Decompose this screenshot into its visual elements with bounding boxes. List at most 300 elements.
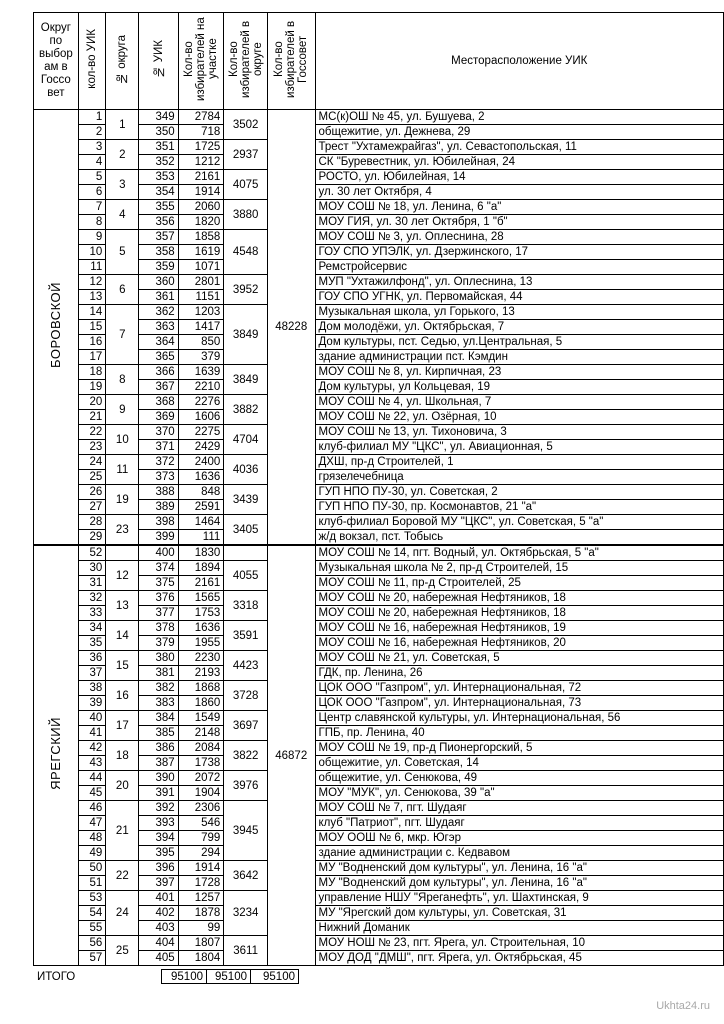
header-izb-gossovet [267, 13, 315, 110]
voters-uchastok-cell: 1151 [178, 290, 224, 305]
voters-okrug-cell: 3849 [224, 365, 268, 395]
address-cell: МОУ "МУК", ул. Сенюкова, 39 "а" [315, 786, 724, 801]
voters-uchastok-cell: 294 [178, 846, 224, 861]
voters-okrug-cell: 3849 [224, 305, 268, 365]
voters-uchastok-cell: 1636 [178, 470, 224, 485]
uik-count-cell: 8 [78, 215, 106, 230]
voters-uchastok-cell: 2230 [178, 651, 224, 666]
uik-number-cell: 390 [139, 771, 178, 786]
uik-count-cell: 12 [78, 275, 106, 290]
address-cell: ЦОК ООО "Газпром", ул. Интернациональная, 73 [315, 696, 724, 711]
uik-count-cell: 48 [78, 831, 106, 846]
voters-okrug-cell: 3697 [224, 711, 268, 741]
voters-uchastok-cell: 2429 [178, 440, 224, 455]
address-cell: ул. 30 лет Октября, 4 [315, 185, 724, 200]
okrug-number-cell: 11 [106, 455, 139, 485]
uik-count-cell: 37 [78, 666, 106, 681]
uik-count-cell: 39 [78, 696, 106, 711]
uik-number-cell: 388 [139, 485, 178, 500]
address-cell: общежитие, ул. Дежнева, 29 [315, 125, 724, 140]
address-cell: МОУ СОШ № 20, набережная Нефтяников, 18 [315, 591, 724, 606]
voters-okrug-cell: 3234 [224, 891, 268, 936]
address-cell: МОУ ООШ № 6, мкр. Югэр [315, 831, 724, 846]
uik-number-cell: 380 [139, 651, 178, 666]
address-cell: клуб-филиал МУ "ЦКС", ул. Авиационная, 5 [315, 440, 724, 455]
voters-okrug-cell: 3405 [224, 515, 268, 546]
voters-uchastok-cell: 1858 [178, 230, 224, 245]
voters-uchastok-cell: 1878 [178, 906, 224, 921]
address-cell: МУ "Ярегский дом культуры, ул. Советская, 31 [315, 906, 724, 921]
uik-count-cell: 38 [78, 681, 106, 696]
voters-uchastok-cell: 1860 [178, 696, 224, 711]
uik-number-cell: 383 [139, 696, 178, 711]
voters-okrug-cell: 3502 [224, 110, 268, 140]
voters-okrug-cell: 2937 [224, 140, 268, 170]
voters-uchastok-cell: 2275 [178, 425, 224, 440]
okrug-number-cell: 9 [106, 395, 139, 425]
district-cell [34, 110, 79, 546]
voters-uchastok-cell: 1212 [178, 155, 224, 170]
uik-count-cell: 24 [78, 455, 106, 470]
address-cell: МОУ СОШ № 14, пгт. Водный, ул. Октябрьская, 5 "а" [315, 545, 724, 561]
okrug-number-cell: 13 [106, 591, 139, 621]
uik-count-cell: 23 [78, 440, 106, 455]
address-cell: клуб-филиал Боровой МУ "ЦКС", ул. Советская, 5 "а" [315, 515, 724, 530]
address-cell: МУ "Водненский дом культуры", ул. Ленина, 16 "а" [315, 861, 724, 876]
address-cell: ГПБ, пр. Ленина, 40 [315, 726, 724, 741]
address-cell: Дом культуры, ул Кольцевая, 19 [315, 380, 724, 395]
voters-uchastok-cell: 850 [178, 335, 224, 350]
uik-count-cell: 18 [78, 365, 106, 380]
voters-uchastok-cell: 1636 [178, 621, 224, 636]
uik-count-cell: 50 [78, 861, 106, 876]
header-izb-uchastok-text: Кол-во избирателей на участке [182, 17, 219, 101]
uik-count-cell: 27 [78, 500, 106, 515]
voters-uchastok-cell: 1914 [178, 185, 224, 200]
voters-uchastok-cell: 1728 [178, 876, 224, 891]
address-cell: здание администрации с. Кедвавом [315, 846, 724, 861]
voters-okrug-cell [224, 545, 268, 561]
uik-count-cell: 15 [78, 320, 106, 335]
uik-number-cell: 372 [139, 455, 178, 470]
voters-uchastok-cell: 1549 [178, 711, 224, 726]
uik-count-cell: 20 [78, 395, 106, 410]
watermark: Ukhta24.ru [656, 1000, 710, 1012]
voters-okrug-cell: 3642 [224, 861, 268, 891]
voters-okrug-cell: 3728 [224, 681, 268, 711]
uik-count-cell: 36 [78, 651, 106, 666]
voters-uchastok-cell: 99 [178, 921, 224, 936]
okrug-number-cell: 25 [106, 936, 139, 966]
uik-count-cell: 40 [78, 711, 106, 726]
header-okrug-text: Округ по выбор ам в Госсо вет [38, 22, 73, 99]
address-cell: ГОУ СПО УПЭЛК, ул. Дзержинского, 17 [315, 245, 724, 260]
uik-number-cell: 389 [139, 500, 178, 515]
uik-count-cell: 11 [78, 260, 106, 275]
uik-number-cell: 356 [139, 215, 178, 230]
address-cell: МОУ ГИЯ, ул. 30 лет Октября, 1 "б" [315, 215, 724, 230]
okrug-number-cell: 3 [106, 170, 139, 200]
voters-uchastok-cell: 1619 [178, 245, 224, 260]
address-cell: МОУ СОШ № 8, ул. Кирпичная, 23 [315, 365, 724, 380]
okrug-number-cell: 22 [106, 861, 139, 891]
voters-uchastok-cell: 1738 [178, 756, 224, 771]
address-cell: МОУ СОШ № 16, набережная Нефтяников, 19 [315, 621, 724, 636]
table-row [34, 230, 724, 245]
uik-count-cell: 7 [78, 200, 106, 215]
uik-count-cell: 2 [78, 125, 106, 140]
voters-okrug-cell: 3591 [224, 621, 268, 651]
uik-number-cell: 349 [139, 110, 178, 125]
voters-uchastok-cell: 718 [178, 125, 224, 140]
address-cell: ГУП НПО ПУ-30, ул. Советская, 2 [315, 485, 724, 500]
table-row [34, 681, 724, 696]
header-uik-text: № УИК [152, 40, 165, 78]
uik-count-cell: 13 [78, 290, 106, 305]
uik-number-cell: 395 [139, 846, 178, 861]
voters-uchastok-cell: 1804 [178, 951, 224, 966]
address-cell: общежитие, ул. Советская, 14 [315, 756, 724, 771]
uik-count-cell: 21 [78, 410, 106, 425]
header-count-text: кол-во УИК [85, 29, 98, 89]
okrug-number-cell: 8 [106, 365, 139, 395]
voters-uchastok-cell: 379 [178, 350, 224, 365]
address-cell: МОУ НОШ № 23, пгт. Ярега, ул. Строительная, 10 [315, 936, 724, 951]
voters-uchastok-cell: 799 [178, 831, 224, 846]
uik-number-cell: 393 [139, 816, 178, 831]
address-cell: управление НШУ "Яреганефть", ул. Шахтинская, 9 [315, 891, 724, 906]
uik-number-cell: 359 [139, 260, 178, 275]
voters-okrug-cell: 3882 [224, 395, 268, 425]
uik-count-cell: 54 [78, 906, 106, 921]
uik-number-cell: 382 [139, 681, 178, 696]
uik-count-cell: 35 [78, 636, 106, 651]
address-cell: ГУП НПО ПУ-30, пр. Космонавтов, 21 "а" [315, 500, 724, 515]
address-cell: Трест "Ухтамежрайгаз", ул. Севастопольская, 11 [315, 140, 724, 155]
voters-uchastok-cell: 1753 [178, 606, 224, 621]
uik-count-cell: 26 [78, 485, 106, 500]
address-cell: МОУ СОШ № 7, пгт. Шудаяг [315, 801, 724, 816]
table-row [34, 275, 724, 290]
okrug-number-cell: 7 [106, 305, 139, 365]
voters-uchastok-cell: 1639 [178, 365, 224, 380]
header-izb-okrug-text: Кол-во избирателей в округе [227, 20, 264, 98]
table-row [34, 936, 724, 951]
table-row [34, 140, 724, 155]
district-name: ЯРЕГСКИЙ [47, 717, 63, 790]
okrug-number-cell: 20 [106, 771, 139, 801]
voters-okrug-cell: 3976 [224, 771, 268, 801]
uik-number-cell: 358 [139, 245, 178, 260]
uik-number-cell: 357 [139, 230, 178, 245]
uik-number-cell: 368 [139, 395, 178, 410]
uik-number-cell: 370 [139, 425, 178, 440]
okrug-number-cell: 21 [106, 801, 139, 861]
address-cell: Ремстройсервис [315, 260, 724, 275]
uik-number-cell: 375 [139, 576, 178, 591]
voters-uchastok-cell: 2784 [178, 110, 224, 125]
uik-count-cell: 9 [78, 230, 106, 245]
uik-number-cell: 354 [139, 185, 178, 200]
voters-uchastok-cell: 2148 [178, 726, 224, 741]
voters-uchastok-cell: 1203 [178, 305, 224, 320]
uik-number-cell: 378 [139, 621, 178, 636]
address-cell: Центр славянской культуры, ул. Интернациональная, 56 [315, 711, 724, 726]
address-cell: Дом молодёжи, ул. Октябрьская, 7 [315, 320, 724, 335]
address-cell: Нижний Доманик [315, 921, 724, 936]
uik-number-cell: 364 [139, 335, 178, 350]
district-name: БОРОВСКОЙ [47, 281, 63, 368]
address-cell: Музыкальная школа № 2, пр-д Строителей, 15 [315, 561, 724, 576]
table-row [34, 395, 724, 410]
voters-uchastok-cell: 1894 [178, 561, 224, 576]
uik-count-cell: 14 [78, 305, 106, 320]
voters-uchastok-cell: 1914 [178, 861, 224, 876]
okrug-number-cell: 12 [106, 561, 139, 591]
voters-okrug-cell: 4704 [224, 425, 268, 455]
okrug-number-cell: 14 [106, 621, 139, 651]
uik-number-cell: 386 [139, 741, 178, 756]
voters-uchastok-cell: 1417 [178, 320, 224, 335]
uik-number-cell: 371 [139, 440, 178, 455]
address-cell: грязелечебница [315, 470, 724, 485]
voters-uchastok-cell: 2060 [178, 200, 224, 215]
voters-uchastok-cell: 546 [178, 816, 224, 831]
voters-uchastok-cell: 2276 [178, 395, 224, 410]
table-row [34, 455, 724, 470]
okrug-number-cell: 19 [106, 485, 139, 515]
uik-number-cell: 351 [139, 140, 178, 155]
voters-uchastok-cell: 2591 [178, 500, 224, 515]
address-cell: общежитие, ул. Сенюкова, 49 [315, 771, 724, 786]
uik-count-cell: 44 [78, 771, 106, 786]
uik-number-cell: 374 [139, 561, 178, 576]
uik-number-cell: 405 [139, 951, 178, 966]
address-cell: МОУ СОШ № 20, набережная Нефтяников, 18 [315, 606, 724, 621]
header-izb-okrug [224, 13, 268, 110]
address-cell: клуб "Патриот", пгт. Шудаяг [315, 816, 724, 831]
address-cell: МУП "Ухтажилфонд", ул. Оплеснина, 13 [315, 275, 724, 290]
voters-uchastok-cell: 1807 [178, 936, 224, 951]
uik-number-cell: 350 [139, 125, 178, 140]
uik-count-cell: 42 [78, 741, 106, 756]
voters-okrug-cell: 3945 [224, 801, 268, 861]
uik-count-cell: 10 [78, 245, 106, 260]
voters-okrug-cell: 3439 [224, 485, 268, 515]
uik-number-cell: 391 [139, 786, 178, 801]
address-cell: МОУ СОШ № 22, ул. Озёрная, 10 [315, 410, 724, 425]
okrug-number-cell: 4 [106, 200, 139, 230]
table-row [34, 365, 724, 380]
uik-count-cell: 16 [78, 335, 106, 350]
uik-number-cell: 376 [139, 591, 178, 606]
table-row [34, 621, 724, 636]
uik-count-cell: 4 [78, 155, 106, 170]
uik-count-cell: 30 [78, 561, 106, 576]
address-cell: МОУ СОШ № 18, ул. Ленина, 6 "а" [315, 200, 724, 215]
okrug-number-cell: 10 [106, 425, 139, 455]
voters-okrug-cell: 4548 [224, 230, 268, 275]
uik-count-cell: 43 [78, 756, 106, 771]
uik-number-cell: 401 [139, 891, 178, 906]
district-cell [34, 545, 79, 966]
okrug-number-cell [106, 545, 139, 561]
voters-okrug-cell: 4036 [224, 455, 268, 485]
address-cell: МОУ СОШ № 13, ул. Тихоновича, 3 [315, 425, 724, 440]
header-row [34, 13, 724, 110]
uik-number-cell: 385 [139, 726, 178, 741]
address-cell: МОУ СОШ № 11, пр-д Строителей, 25 [315, 576, 724, 591]
header-uik [139, 13, 178, 110]
table-row [34, 801, 724, 816]
header-izb-gossovet-text: Кол-во избирателей в Госсовет [273, 20, 310, 98]
table-row [34, 515, 724, 530]
uik-number-cell: 399 [139, 530, 178, 546]
uik-number-cell: 365 [139, 350, 178, 365]
voters-uchastok-cell: 1606 [178, 410, 224, 425]
totals-uchastok: 95100 [161, 969, 207, 984]
okrug-number-cell: 5 [106, 230, 139, 275]
address-cell: Дом культуры, пст. Седью, ул.Центральная, 5 [315, 335, 724, 350]
uik-number-cell: 366 [139, 365, 178, 380]
voters-uchastok-cell: 1904 [178, 786, 224, 801]
uik-number-cell: 394 [139, 831, 178, 846]
header-address-text: Месторасположение УИК [451, 55, 588, 67]
voters-okrug-cell: 3611 [224, 936, 268, 966]
uik-number-cell: 402 [139, 906, 178, 921]
voters-uchastok-cell: 1820 [178, 215, 224, 230]
okrug-number-cell: 2 [106, 140, 139, 170]
uik-number-cell: 377 [139, 606, 178, 621]
address-cell: Музыкальная школа, ул Горького, 13 [315, 305, 724, 320]
totals-row [33, 969, 300, 986]
uik-number-cell: 360 [139, 275, 178, 290]
voters-okrug-cell: 3822 [224, 741, 268, 771]
uik-count-cell: 29 [78, 530, 106, 546]
okrug-number-cell: 23 [106, 515, 139, 546]
address-cell: ЦОК ООО "Газпром", ул. Интернациональная, 72 [315, 681, 724, 696]
table-row [34, 561, 724, 576]
voters-uchastok-cell: 1257 [178, 891, 224, 906]
address-cell: МУ "Водненский дом культуры", ул. Ленина, 16 "а" [315, 876, 724, 891]
address-cell: МОУ СОШ № 16, набережная Нефтяников, 20 [315, 636, 724, 651]
uik-count-cell: 47 [78, 816, 106, 831]
table-row [34, 110, 724, 125]
header-address [315, 13, 724, 110]
uik-table [33, 12, 724, 966]
table-row [34, 741, 724, 756]
totals-gossovet: 95100 [250, 969, 299, 984]
uik-count-cell: 1 [78, 110, 106, 125]
table-row [34, 651, 724, 666]
uik-count-cell: 6 [78, 185, 106, 200]
uik-count-cell: 52 [78, 545, 106, 561]
uik-number-cell: 398 [139, 515, 178, 530]
totals-label: ИТОГО [37, 971, 76, 983]
address-cell: ДХШ, пр-д Строителей, 1 [315, 455, 724, 470]
table-row [34, 425, 724, 440]
uik-count-cell: 25 [78, 470, 106, 485]
table-row [34, 711, 724, 726]
uik-number-cell: 379 [139, 636, 178, 651]
uik-count-cell: 56 [78, 936, 106, 951]
table-row [34, 861, 724, 876]
uik-number-cell: 397 [139, 876, 178, 891]
header-izb-uchastok [178, 13, 224, 110]
table-body [34, 110, 724, 966]
uik-number-cell: 373 [139, 470, 178, 485]
uik-number-cell: 355 [139, 200, 178, 215]
uik-count-cell: 45 [78, 786, 106, 801]
voters-uchastok-cell: 1868 [178, 681, 224, 696]
okrug-number-cell: 24 [106, 891, 139, 936]
voters-uchastok-cell: 2072 [178, 771, 224, 786]
voters-uchastok-cell: 1725 [178, 140, 224, 155]
uik-count-cell: 33 [78, 606, 106, 621]
voters-uchastok-cell: 2084 [178, 741, 224, 756]
uik-number-cell: 387 [139, 756, 178, 771]
header-okrug [34, 13, 79, 110]
uik-count-cell: 53 [78, 891, 106, 906]
voters-okrug-cell: 3952 [224, 275, 268, 305]
voters-okrug-cell: 4423 [224, 651, 268, 681]
totals-okrug: 95100 [206, 969, 251, 984]
okrug-number-cell: 18 [106, 741, 139, 771]
voters-uchastok-cell: 2210 [178, 380, 224, 395]
table-row [34, 591, 724, 606]
address-cell: МОУ ДОД "ДМШ", пгт. Ярега, ул. Октябрьская, 45 [315, 951, 724, 966]
okrug-number-cell: 16 [106, 681, 139, 711]
table-row [34, 771, 724, 786]
voters-uchastok-cell: 2161 [178, 170, 224, 185]
voters-uchastok-cell: 1071 [178, 260, 224, 275]
uik-count-cell: 55 [78, 921, 106, 936]
uik-number-cell: 403 [139, 921, 178, 936]
uik-count-cell: 32 [78, 591, 106, 606]
uik-count-cell: 28 [78, 515, 106, 530]
voters-uchastok-cell: 1565 [178, 591, 224, 606]
uik-count-cell: 57 [78, 951, 106, 966]
uik-count-cell: 41 [78, 726, 106, 741]
voters-uchastok-cell: 2400 [178, 455, 224, 470]
voters-uchastok-cell: 1955 [178, 636, 224, 651]
okrug-number-cell: 17 [106, 711, 139, 741]
uik-count-cell: 3 [78, 140, 106, 155]
address-cell: ж/д вокзал, пст. Тобысь [315, 530, 724, 546]
voters-uchastok-cell: 1464 [178, 515, 224, 530]
uik-number-cell: 404 [139, 936, 178, 951]
address-cell: СК "Буревестник, ул. Юбилейная, 24 [315, 155, 724, 170]
header-num-text: № округа [116, 34, 129, 84]
voters-okrug-cell: 3318 [224, 591, 268, 621]
uik-number-cell: 396 [139, 861, 178, 876]
voters-uchastok-cell: 1830 [178, 545, 224, 561]
voters-uchastok-cell: 848 [178, 485, 224, 500]
voters-okrug-cell: 4075 [224, 170, 268, 200]
uik-number-cell: 353 [139, 170, 178, 185]
uik-number-cell: 361 [139, 290, 178, 305]
voters-uchastok-cell: 2161 [178, 576, 224, 591]
address-cell: ГОУ СПО УГНК, ул. Первомайская, 44 [315, 290, 724, 305]
voters-gossovet-cell: 48228 [267, 110, 315, 546]
header-count [78, 13, 106, 110]
uik-number-cell: 381 [139, 666, 178, 681]
voters-uchastok-cell: 111 [178, 530, 224, 546]
uik-number-cell: 392 [139, 801, 178, 816]
okrug-number-cell: 15 [106, 651, 139, 681]
voters-gossovet-cell: 46872 [267, 545, 315, 966]
table-row [34, 485, 724, 500]
